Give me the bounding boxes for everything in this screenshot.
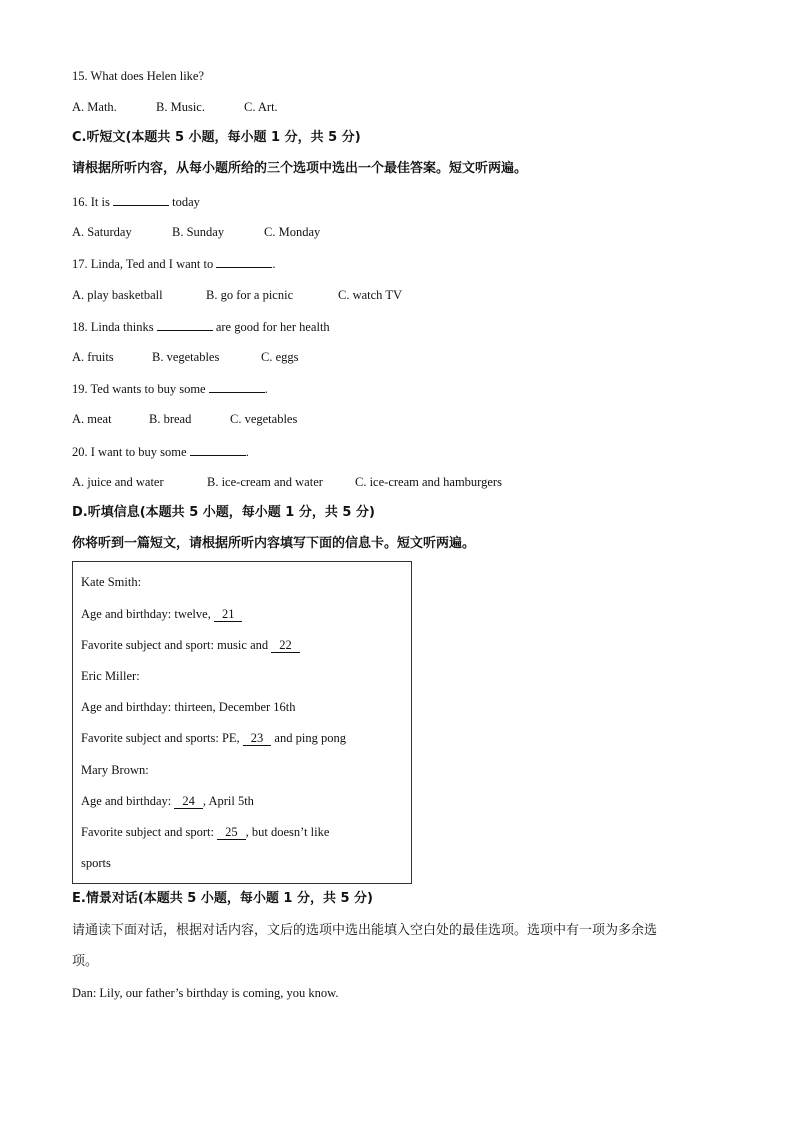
section-e-instruction: 请通读下面对话，根据对话内容，文后的选项中选出能填入空白处的最佳选项。选项中有一项为多余选	[72, 923, 658, 938]
option-a: A. fruits	[72, 350, 114, 364]
info-line: Age and birthday: thirteen, December 16th	[81, 700, 296, 714]
option-c: C. vegetables	[230, 412, 298, 426]
section-e-title: E.情景对话(本题共 5 小题，每小题 1 分，共 5 分)	[72, 891, 373, 906]
answer-blank	[216, 255, 272, 268]
info-card	[72, 561, 412, 884]
option-a: A. meat	[72, 412, 112, 426]
option-c: C. Art.	[244, 100, 278, 114]
dialog-line: Dan: Lily, our father’s birthday is coming, you know.	[72, 986, 339, 1000]
answer-blank	[113, 193, 169, 206]
info-line: Favorite subject and sports: PE, 23 and ping pong	[81, 731, 346, 745]
option-b: B. ice-cream and water	[207, 475, 323, 489]
q15-question: 15. What does Helen like?	[72, 69, 205, 83]
info-line: sports	[81, 856, 111, 870]
person-mary-brown: Mary Brown:	[81, 763, 149, 777]
option-a: A. juice and water	[72, 475, 164, 489]
section-d-title: D.听填信息(本题共 5 小题，每小题 1 分，共 5 分)	[72, 505, 375, 520]
info-line: Favorite subject and sport: music and 22	[81, 637, 300, 653]
info-line: Favorite subject and sport: 25 , but doesn’t like	[81, 825, 330, 839]
info-line: Age and birthday: twelve, 21	[81, 606, 242, 622]
answer-blank	[209, 380, 265, 393]
q19-options	[72, 411, 297, 427]
blank-24: 24	[174, 794, 203, 809]
option-b: B. go for a picnic	[206, 288, 294, 302]
option-a: A. Math.	[72, 100, 117, 114]
q16-question: 16. It is today	[72, 195, 200, 209]
q20-options	[72, 474, 502, 490]
option-c: C. Monday	[264, 225, 321, 239]
section-c-title: C.听短文(本题共 5 小题，每小题 1 分，共 5 分)	[72, 130, 361, 145]
option-c: C. watch TV	[338, 288, 402, 302]
q17-options	[72, 287, 402, 303]
blank-22: 22	[271, 638, 300, 653]
q18-question: 18. Linda thinks are good for her health	[72, 320, 330, 334]
answer-blank	[157, 318, 213, 331]
section-c-instruction: 请根据所听内容，从每小题所给的三个选项中选出一个最佳答案。短文听两遍。	[72, 161, 528, 176]
option-c: C. eggs	[261, 350, 299, 364]
q20-question: 20. I want to buy some .	[72, 445, 249, 459]
blank-21: 21	[214, 607, 243, 622]
section-d-instruction: 你将听到一篇短文，请根据所听内容填写下面的信息卡。短文听两遍。	[72, 536, 476, 551]
q18-options	[72, 349, 299, 365]
answer-blank	[190, 443, 246, 456]
option-c: C. ice-cream and hamburgers	[355, 475, 502, 489]
option-b: B. bread	[149, 412, 192, 426]
option-b: B. vegetables	[152, 350, 220, 364]
info-line: Age and birthday: 24 , April 5th	[81, 794, 254, 808]
option-b: B. Sunday	[172, 225, 225, 239]
option-a: A. Saturday	[72, 225, 132, 239]
person-kate-smith: Kate Smith:	[81, 575, 142, 589]
q15-options	[72, 99, 278, 115]
person-eric-miller: Eric Miller:	[81, 669, 140, 683]
q17-question: 17. Linda, Ted and I want to .	[72, 257, 276, 271]
blank-23: 23	[243, 731, 272, 746]
q19-question: 19. Ted wants to buy some .	[72, 382, 268, 396]
blank-25: 25	[217, 825, 246, 840]
q16-options	[72, 224, 320, 240]
option-a: A. play basketball	[72, 288, 163, 302]
section-e-instruction-cont: 项。	[72, 954, 99, 969]
option-b: B. Music.	[156, 100, 205, 114]
